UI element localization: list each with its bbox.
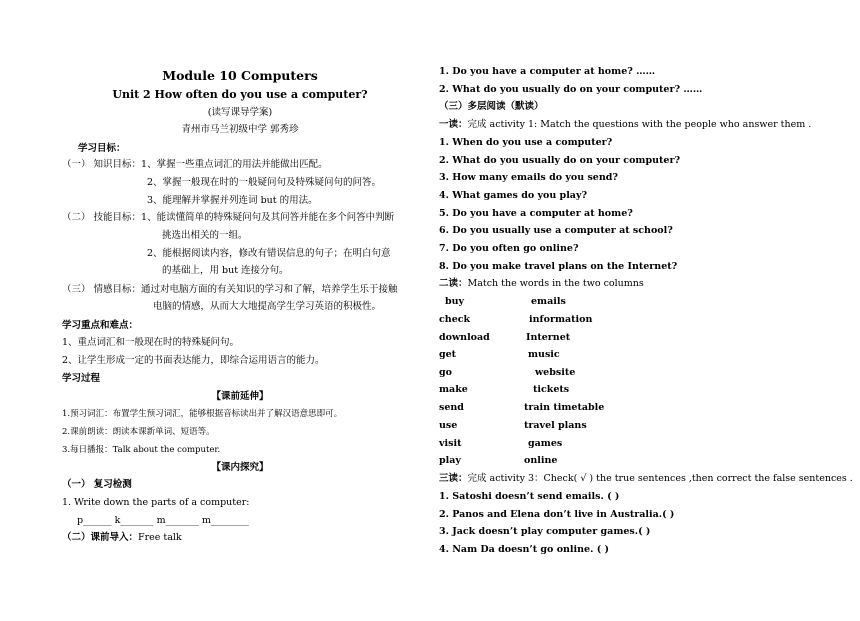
read3-label: 三读：	[439, 473, 468, 484]
read3-text: 完成 activity 3：Check( √ ) the true sentences ,then correct the false sentences .	[467, 473, 853, 484]
read3-item-1: 1. Satoshi doesn’t send emails. ( )	[439, 491, 620, 502]
match-right-2: information	[529, 314, 593, 325]
leadin-text: Free talk	[138, 532, 182, 543]
key-point-2: 2、让学生形成一定的书面表达能力，即综合运用语言的能力。	[62, 355, 325, 366]
objectives-heading: 学习目标：	[78, 143, 126, 154]
read1-question-1: 1. When do you use a computer?	[439, 137, 613, 148]
match-right-3: Internet	[526, 332, 571, 343]
match-left-9: visit	[439, 438, 462, 449]
read1-text: 完成 activity 1: Match the questions with the people who answer them .	[467, 119, 812, 130]
match-right-5: website	[535, 367, 576, 378]
unit-title: Unit 2 How often do you use a computer?	[112, 88, 368, 101]
top-question-2: 2. What do you usually do on your computer? ……	[439, 84, 703, 95]
review-item: 1. Write down the parts of a computer:	[62, 497, 250, 508]
match-left-7: send	[439, 402, 464, 413]
match-left-4: get	[439, 349, 457, 360]
read1-question-2: 2. What do you usually do on your computer?	[439, 155, 681, 166]
match-right-4: music	[528, 349, 560, 360]
author-line: 青州市马兰初级中学 郭秀珍	[181, 124, 299, 135]
read1-question-7: 7. Do you often go online?	[439, 243, 579, 254]
read2-text: Match the words in the two columns	[467, 278, 644, 289]
top-question-1: 1. Do you have a computer at home? ……	[439, 66, 656, 77]
match-left-5: go	[439, 367, 452, 378]
key-points-heading: 学习重点和难点：	[62, 320, 139, 331]
preclass-item-2: 2.课前朗读：朗读本课新单词、短语等。	[62, 427, 215, 437]
emotion-objective-cont: 电脑的情感，从而大大地提高学生学习英语的积极性。	[153, 301, 382, 312]
read1-label: 一读：	[439, 119, 468, 130]
match-right-8: travel plans	[524, 420, 587, 431]
read1-question-4: 4. What games do you play?	[439, 190, 588, 201]
knowledge-objective-2: 2、掌握一般现在时的一般疑问句及特殊疑问句的问答。	[147, 177, 382, 188]
match-left-2: check	[439, 314, 471, 325]
inclass-heading: 【课内探究】	[211, 462, 269, 473]
match-right-7: train timetable	[524, 402, 605, 413]
skill-objective-2: 2、能根据阅读内容，修改有错误信息的句子；在明白句意	[147, 248, 391, 259]
read3-line	[439, 473, 853, 485]
read2-line	[439, 278, 644, 290]
read3-item-3: 3. Jack doesn’t play computer games.( )	[439, 526, 651, 537]
preclass-item-3: 3.每日播报：Talk about the computer.	[62, 445, 221, 455]
read3-item-4: 4. Nam Da doesn’t go online. ( )	[439, 544, 610, 555]
document-title: Module 10 Computers	[162, 68, 318, 83]
leadin-line	[62, 532, 182, 544]
knowledge-objective-1: （一） 知识目标：1、掌握一些重点词汇的用法并能做出匹配。	[62, 159, 328, 170]
match-right-9: games	[528, 438, 563, 449]
parts-blanks[interactable]: p______ k_______ m_______ m________	[77, 515, 249, 526]
read2-label: 二读：	[439, 278, 468, 289]
read1-question-6: 6. Do you usually use a computer at school?	[439, 225, 673, 236]
match-right-6: tickets	[533, 384, 570, 395]
read1-question-8: 8. Do you make travel plans on the Internet?	[439, 261, 678, 272]
match-left-3: download	[439, 332, 490, 343]
key-point-1: 1、重点词汇和一般现在时的特殊疑问句。	[62, 337, 240, 348]
read1-question-3: 3. How many emails do you send?	[439, 172, 618, 183]
skill-objective-1-cont: 挑选出相关的一组。	[162, 230, 248, 241]
preclass-item-1: 1.预习词汇：布置学生预习词汇，能够根据音标读出并了解汉语意思即可。	[62, 409, 343, 419]
match-left-6: make	[439, 384, 468, 395]
process-heading: 学习过程	[62, 373, 101, 384]
skill-objective-1: （二） 技能目标：1、能读懂简单的特殊疑问句及其问答并能在多个问答中判断	[62, 212, 395, 223]
skill-objective-2-cont: 的基础上，用 but 连接分句。	[162, 265, 289, 276]
knowledge-objective-3: 3、能理解并掌握并列连词 but 的用法。	[147, 195, 318, 206]
leadin-label: （二）课前导入：	[62, 532, 139, 543]
review-heading: （一） 复习检测	[62, 479, 132, 490]
read1-question-5: 5. Do you have a computer at home?	[439, 208, 633, 219]
read1-line	[439, 119, 811, 131]
match-right-10: online	[524, 455, 558, 466]
multi-reading-heading: （三）多层阅读（默读）	[439, 101, 544, 112]
read3-item-2: 2. Panos and Elena don’t live in Australia.( )	[439, 509, 675, 520]
preclass-heading: 【课前延伸】	[211, 391, 269, 402]
lesson-type: (读写课导学案)	[207, 107, 273, 118]
match-left-1: buy	[445, 296, 465, 307]
match-left-10: play	[439, 455, 461, 466]
emotion-objective: （三） 情感目标：通过对电脑方面的有关知识的学习和了解，培养学生乐于接触	[62, 284, 398, 295]
match-left-8: use	[439, 420, 458, 431]
match-right-1: emails	[531, 296, 566, 307]
